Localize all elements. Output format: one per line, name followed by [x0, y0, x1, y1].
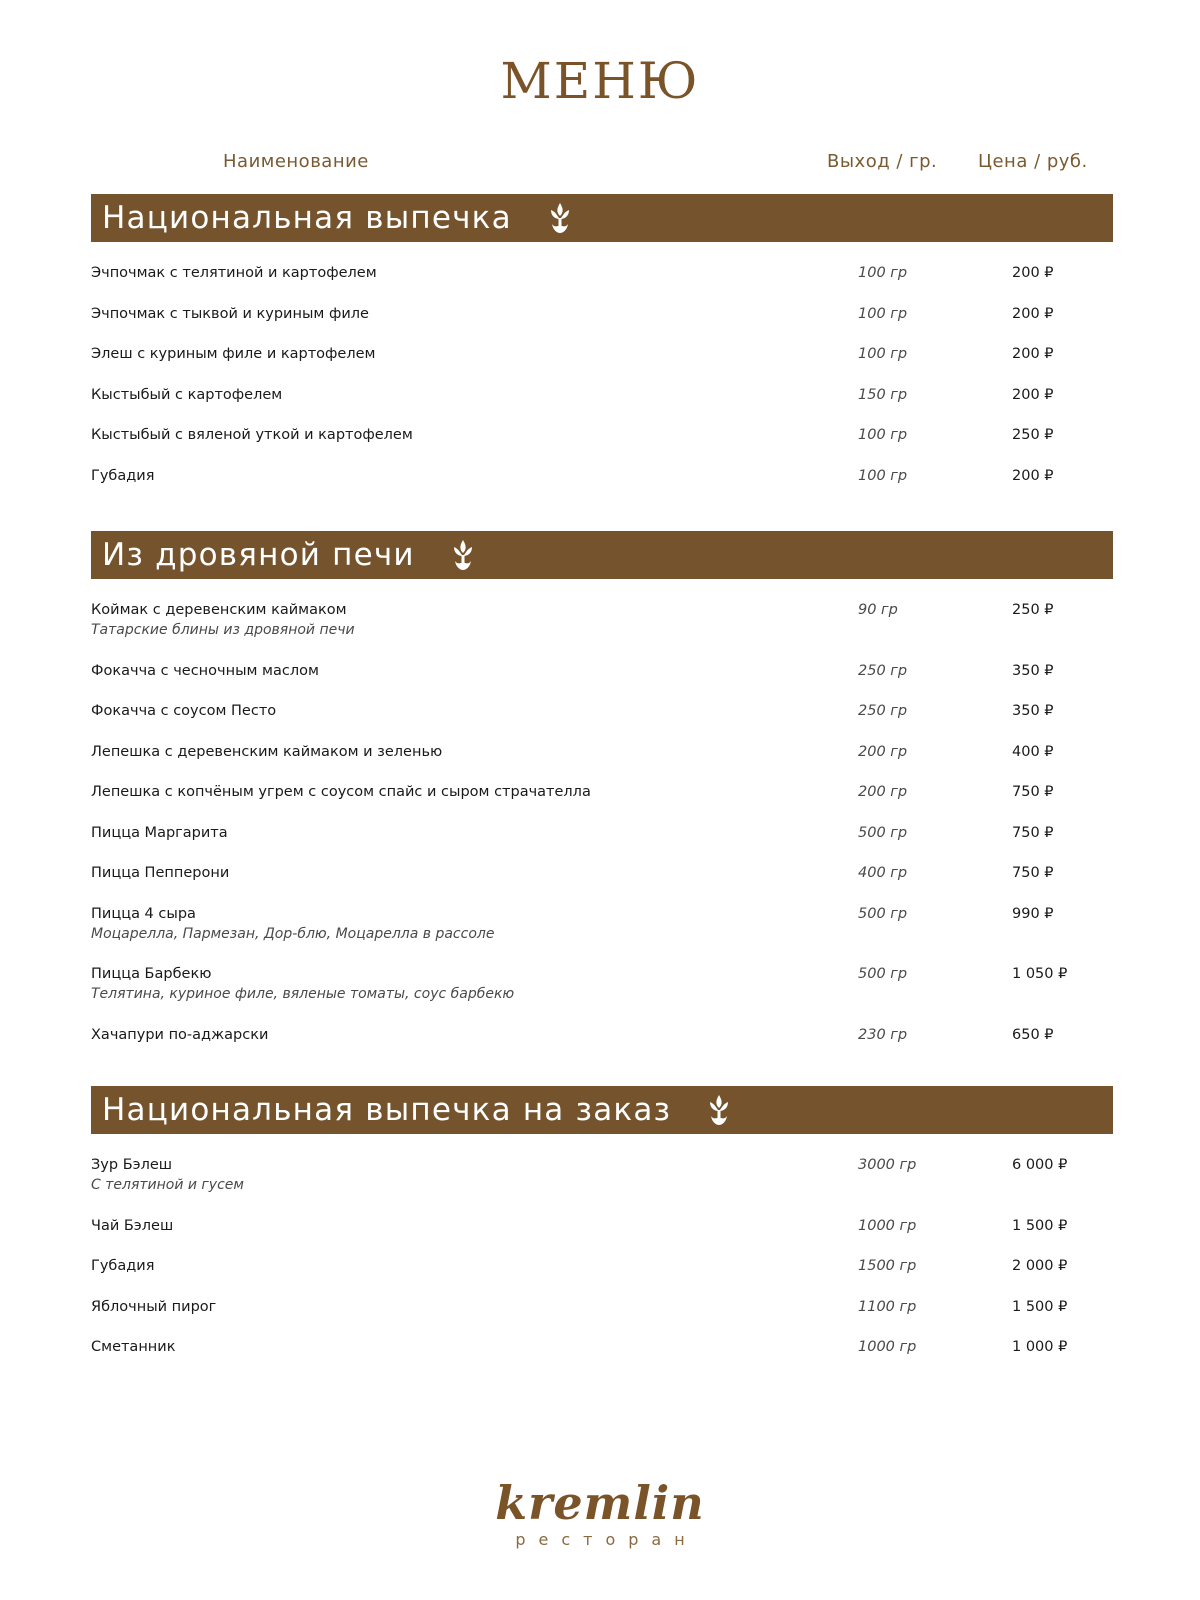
section-header-bar [91, 531, 1113, 579]
logo-subtitle: ресторан [515, 1530, 698, 1549]
item-price: 750 ₽ [1012, 824, 1054, 841]
item-price: 1 050 ₽ [1012, 966, 1068, 982]
menu-item [91, 1293, 1113, 1334]
tulip-ornament-icon [707, 1094, 731, 1126]
item-price: 750 ₽ [1012, 784, 1054, 800]
item-yield: 250 гр [858, 662, 908, 679]
menu-section [91, 531, 1113, 1061]
item-name: Фокачча с чесночным маслом [91, 662, 319, 679]
item-name: Губадия [91, 1258, 155, 1274]
item-name: Яблочный пирог [91, 1298, 217, 1315]
item-price: 350 ₽ [1012, 662, 1054, 679]
item-name: Коймак с деревенским каймаком [91, 602, 347, 618]
item-yield: 1500 гр [858, 1258, 917, 1274]
logo-wordmark: kremlin [495, 1476, 705, 1530]
item-name: Сметанник [91, 1339, 176, 1355]
item-description: С телятиной и гусем [91, 1177, 244, 1193]
item-yield: 100 гр [858, 305, 908, 322]
item-price: 250 ₽ [1012, 427, 1054, 443]
column-header-price: Цена / руб. [978, 151, 1088, 172]
item-name: Кыстыбый с картофелем [91, 386, 283, 403]
item-yield: 3000 гр [858, 1157, 917, 1173]
item-yield: 1100 гр [858, 1298, 917, 1315]
item-price: 350 ₽ [1012, 703, 1054, 719]
menu-item [91, 462, 1113, 503]
item-price: 200 ₽ [1012, 386, 1054, 403]
section-title: Из дровяной печи [102, 537, 415, 573]
menu-item [91, 340, 1113, 381]
menu-item [91, 381, 1113, 422]
item-description: Татарские блины из дровяной печи [91, 622, 355, 638]
menu-item [91, 300, 1113, 341]
item-yield: 1000 гр [858, 1217, 917, 1234]
item-name: Пицца Пепперони [91, 865, 230, 881]
item-yield: 1000 гр [858, 1339, 917, 1355]
menu-item [91, 1252, 1113, 1293]
item-yield: 100 гр [858, 427, 908, 443]
item-yield: 400 гр [858, 865, 908, 881]
item-name: Хачапури по-аджарски [91, 1026, 269, 1043]
item-price: 200 ₽ [1012, 346, 1054, 362]
item-name: Губадия [91, 467, 155, 484]
item-name: Зур Бэлеш [91, 1157, 173, 1173]
menu-item [91, 1212, 1113, 1253]
section-title: Национальная выпечка [102, 200, 512, 236]
menu-item [91, 900, 1113, 961]
menu-item [91, 657, 1113, 698]
item-name: Лепешка с деревенским каймаком и зеленью [91, 743, 443, 760]
section-items [91, 596, 1113, 1061]
item-name: Лепешка с копчёным угрем с соусом спайс и сыром страчателла [91, 784, 591, 800]
item-price: 750 ₽ [1012, 865, 1054, 881]
menu-item [91, 1021, 1113, 1062]
item-yield: 200 гр [858, 743, 908, 760]
tulip-ornament-icon [451, 539, 475, 571]
item-name: Элеш с куриным филе и картофелем [91, 346, 376, 362]
menu-item [91, 697, 1113, 738]
item-price: 400 ₽ [1012, 743, 1054, 760]
menu-section [91, 194, 1113, 502]
section-items [91, 259, 1113, 502]
item-name: Кыстыбый с вяленой уткой и картофелем [91, 427, 413, 443]
item-name: Пицца Маргарита [91, 824, 228, 841]
tulip-ornament-icon [548, 202, 572, 234]
menu-item [91, 1151, 1113, 1212]
item-description: Моцарелла, Пармезан, Дор-блю, Моцарелла в рассоле [91, 925, 495, 942]
item-name: Эчпочмак с телятиной и картофелем [91, 265, 377, 281]
menu-item [91, 778, 1113, 819]
item-yield: 150 гр [858, 386, 908, 403]
item-yield: 500 гр [858, 905, 908, 922]
item-price: 990 ₽ [1012, 905, 1054, 922]
menu-item [91, 738, 1113, 779]
column-header-yield: Выход / гр. [827, 151, 938, 172]
item-name: Пицца 4 сыра [91, 905, 196, 922]
menu-item [91, 596, 1113, 657]
item-price: 2 000 ₽ [1012, 1258, 1068, 1274]
menu-item [91, 421, 1113, 462]
item-yield: 500 гр [858, 824, 908, 841]
menu-item [91, 859, 1113, 900]
item-name: Эчпочмак с тыквой и куриным филе [91, 305, 369, 322]
item-price: 1 500 ₽ [1012, 1298, 1068, 1315]
item-yield: 230 гр [858, 1026, 908, 1043]
item-yield: 90 гр [858, 602, 898, 618]
item-yield: 100 гр [858, 265, 908, 281]
item-price: 1 000 ₽ [1012, 1339, 1068, 1355]
item-price: 200 ₽ [1012, 265, 1054, 281]
item-description: Телятина, куриное филе, вяленые томаты, соус барбекю [91, 986, 515, 1002]
item-price: 250 ₽ [1012, 602, 1054, 618]
section-items [91, 1151, 1113, 1374]
item-yield: 100 гр [858, 467, 908, 484]
item-yield: 250 гр [858, 703, 908, 719]
item-name: Пицца Барбекю [91, 966, 212, 982]
page-title: МЕНЮ [500, 52, 700, 110]
restaurant-logo [0, 1478, 1200, 1549]
item-name: Чай Бэлеш [91, 1217, 174, 1234]
item-price: 200 ₽ [1012, 305, 1054, 322]
item-price: 1 500 ₽ [1012, 1217, 1068, 1234]
item-price: 6 000 ₽ [1012, 1157, 1068, 1173]
section-title: Национальная выпечка на заказ [102, 1092, 672, 1128]
column-header-name: Наименование [223, 151, 369, 172]
item-price: 650 ₽ [1012, 1026, 1054, 1043]
section-header-bar [91, 194, 1113, 242]
item-yield: 100 гр [858, 346, 908, 362]
item-price: 200 ₽ [1012, 467, 1054, 484]
section-header-bar [91, 1086, 1113, 1134]
item-yield: 200 гр [858, 784, 908, 800]
item-yield: 500 гр [858, 966, 908, 982]
menu-item [91, 960, 1113, 1021]
item-name: Фокачча с соусом Песто [91, 703, 277, 719]
menu-item [91, 259, 1113, 300]
menu-item [91, 1333, 1113, 1374]
menu-section [91, 1086, 1113, 1374]
menu-item [91, 819, 1113, 860]
